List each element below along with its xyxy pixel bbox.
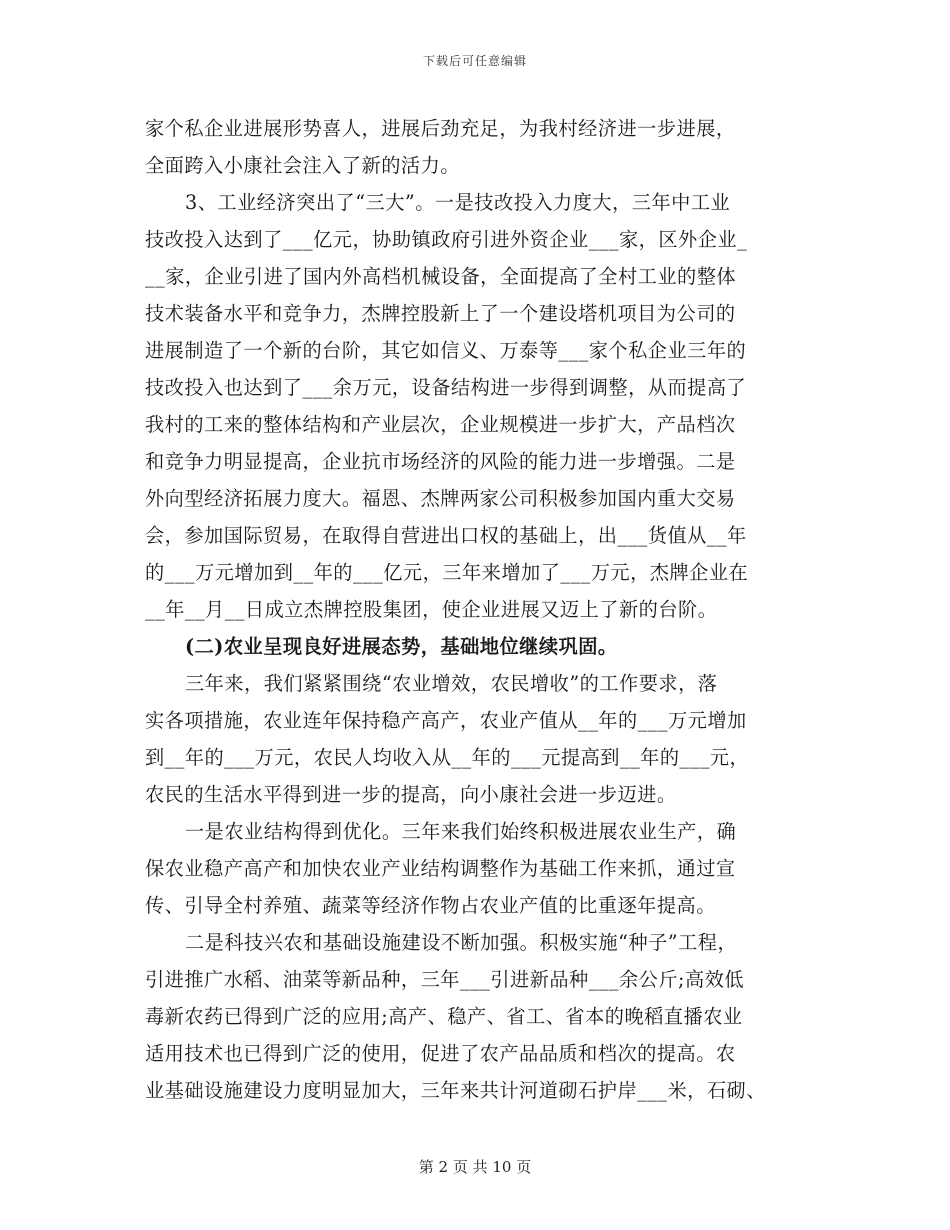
text-line: 和竞争力明显提高，企业抗市场经济的风险的能力进一步增强。二是	[145, 450, 736, 473]
text-line: 引进推广水稻、油菜等新品种，三年___引进新品种___余公斤;高效低	[145, 968, 745, 991]
text-line: 技术装备水平和竞争力，杰牌控股新上了一个建设塔机项目为公司的	[145, 302, 736, 325]
text-line: 技改投入也达到了___余万元，设备结构进一步得到调整，从而提高了	[145, 376, 747, 399]
page-number-footer: 第 2 页 共 10 页	[418, 1158, 532, 1176]
text-line: 农民的生活水平得到进一步的提高，向小康社会进一步迈进。	[145, 783, 677, 806]
text-line: 一是农业结构得到优化。三年来我们始终积极进展农业生产，确	[185, 820, 737, 843]
text-line: 毒新农药已得到广泛的应用;高产、稳产、省工、省本的晚稻直播农业	[145, 1005, 743, 1028]
text-line: __年__月__日成立杰牌控股集团，使企业进展又迈上了新的台阶。	[145, 598, 718, 621]
text-line: 三年来，我们紧紧围绕“农业增效，农民增收”的工作要求，落	[185, 672, 718, 695]
text-line: 到__年的___万元，农民人均收入从__年的___元提高到__年的___元，	[145, 746, 750, 769]
text-line: 3、工业经济突出了“三大”。一是技改投入力度大，三年中工业	[185, 191, 731, 214]
text-line: 进展制造了一个新的台阶，其它如信义、万泰等___家个私企业三年的	[145, 339, 747, 362]
document-body	[145, 110, 810, 1109]
text-line: 二是科技兴农和基础设施建设不断加强。积极实施“种子”工程，	[185, 931, 738, 954]
text-line: 我村的工来的整体结构和产业层次，企业规模进一步扩大，产品档次	[145, 413, 736, 436]
text-line: 会，参加国际贸易，在取得自营进出口权的基础上，出___货值从__年	[145, 524, 747, 547]
text-line: 全面跨入小康社会注入了新的活力。	[145, 154, 460, 177]
section-heading: (二)农业呈现良好进展态势，基础地位继续巩固。	[185, 635, 618, 658]
text-line: 传、引导全村养殖、蔬菜等经济作物占农业产值的比重逐年提高。	[145, 894, 716, 917]
text-line: 家个私企业进展形势喜人，进展后劲充足，为我村经济进一步进展，	[145, 117, 736, 140]
text-line: 的___万元增加到__年的___亿元，三年来增加了___万元，杰牌企业在	[145, 561, 749, 584]
text-line: 技改投入达到了___亿元，协助镇政府引进外资企业___家，区外企业_	[145, 228, 748, 251]
text-line: __家，企业引进了国内外高档机械设备，全面提高了全村工业的整体	[145, 265, 737, 288]
text-line: 保农业稳产高产和加快农业产业结构调整作为基础工作来抓，通过宣	[145, 857, 736, 880]
page-header: 下载后可任意编辑	[422, 54, 527, 68]
text-line: 外向型经济拓展力度大。福恩、杰牌两家公司积极参加国内重大交易	[145, 487, 736, 510]
text-line: 适用技术也已得到广泛的使用，促进了农产品品质和档次的提高。农	[145, 1042, 736, 1065]
text-line: 业基础设施建设力度明显加大，三年来共计河道砌石护岸___米，石砌、	[145, 1079, 766, 1102]
text-line: 实各项措施，农业连年保持稳产高产，农业产值从__年的___万元增加	[145, 709, 747, 732]
